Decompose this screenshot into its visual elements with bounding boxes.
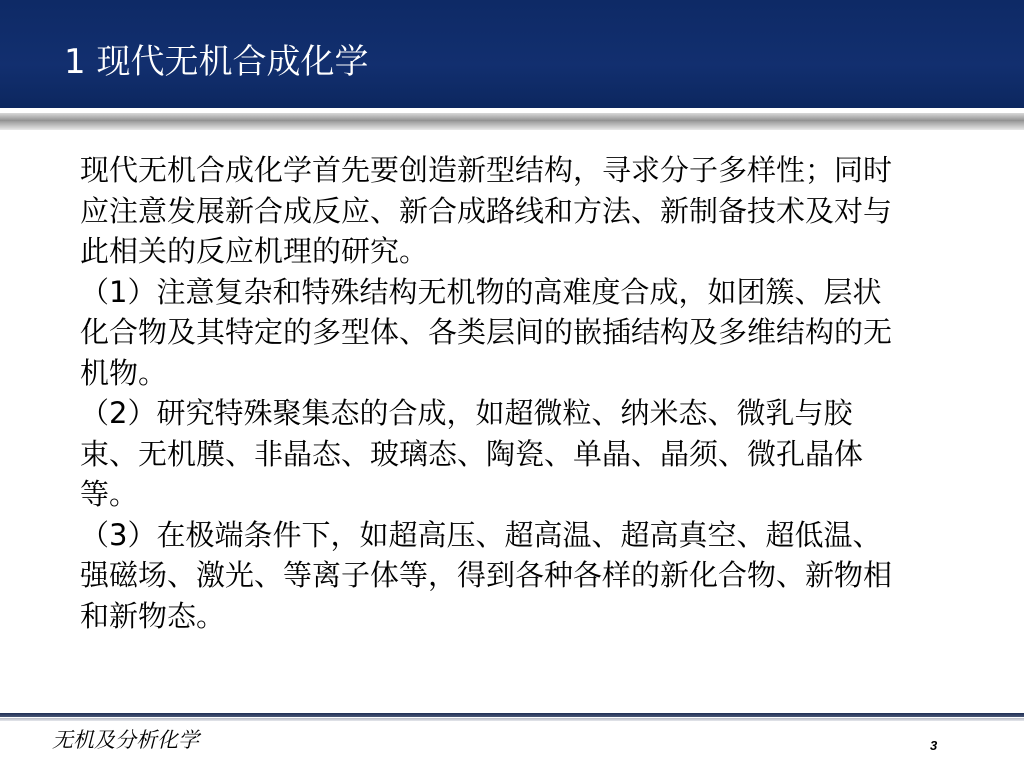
slide-body <box>80 150 910 636</box>
footer-course-title: 无机及分析化学 <box>52 728 199 752</box>
footer-divider-light <box>0 718 1024 721</box>
slide-title: 1 现代无机合成化学 <box>64 42 369 82</box>
footer-divider-dark <box>0 713 1024 717</box>
title-bar <box>0 0 1024 108</box>
body-paragraph-point-3: （3）在极端条件下，如超高压、超高温、超高真空、超低温、强磁场、激光、等离子体等，得到各种各样的新化合物、新物相和新物态。 <box>80 517 893 633</box>
body-paragraph-point-1: （1）注意复杂和特殊结构无机物的高难度合成，如团簇、层状化合物及其特定的多型体、各类层间的嵌插结构及多维结构的无机物。 <box>80 274 893 390</box>
body-paragraph-point-2: （2）研究特殊聚集态的合成，如超微粒、纳米态、微乳与胶束、无机膜、非晶态、玻璃态、陶瓷、单晶、晶须、微孔晶体等。 <box>80 396 864 511</box>
body-paragraph-intro: 现代无机合成化学首先要创造新型结构，寻求分子多样性；同时应注意发展新合成反应、新合成路线和方法、新制备技术及对与此相关的反应机理的研究。 <box>80 153 893 268</box>
page-number: 3 <box>930 738 938 753</box>
title-divider-gray-bottom <box>0 121 1024 130</box>
title-divider-gray-top <box>0 113 1024 121</box>
